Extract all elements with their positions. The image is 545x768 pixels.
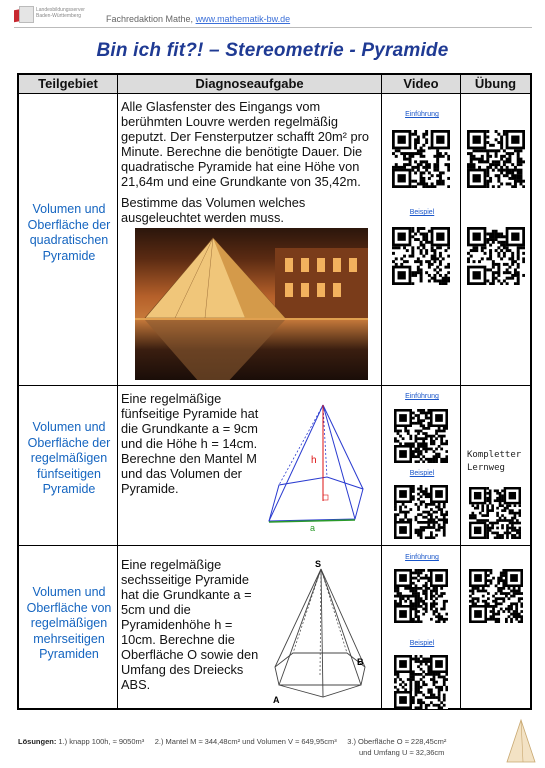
col-divider — [381, 75, 382, 708]
page-header — [14, 6, 534, 28]
solution-3a: 3.) Oberfläche O ≈ 228,45cm² — [347, 737, 447, 746]
row2-video-link-intro[interactable]: Einführung — [405, 393, 439, 400]
row1-exercise-qr-code[interactable] — [467, 130, 525, 188]
col-divider — [117, 75, 118, 708]
row1-task — [121, 99, 379, 225]
row1-topic: Volumen und Oberfläche der quadratischen Pyramide — [27, 202, 111, 263]
col-header-task: Diagnoseaufgabe — [118, 75, 381, 93]
col-header-topic: Teilgebiet — [19, 75, 117, 93]
diagnosis-table — [17, 73, 532, 710]
row3-task: Eine regelmäßige sechsseitige Pyramide hat die Grundkante a = 5cm und die Pyramidenhöhe h = 10cm. Berechne die Oberfläche O sowie den Umfang des Dreiecks ABS. — [121, 557, 259, 692]
row2-exercise-qr-code[interactable] — [469, 487, 521, 539]
row1-task-text: Alle Glasfenster des Eingangs vom berühmten Louvre werden regelmäßig geputzt. Der Fensterputzer schafft 20m² pro Minute. Berechne die benötigte Dauer. Die quadratische Pyramide hat eine Höhe von 21,64m und eine Grundkante von 35,42m. — [121, 99, 369, 189]
row3-video-link-example[interactable]: Beispiel — [409, 640, 435, 647]
hexagonal-pyramid-diagram — [265, 557, 379, 707]
row1-video-example-qr-code[interactable] — [392, 227, 450, 285]
row3-exercise-qr-code[interactable] — [469, 569, 523, 623]
exercise-note: Kompletter Lernweg — [467, 450, 522, 473]
solution-2: 2.) Mantel M ≈ 344,48cm² und Volumen V ≈ 649,95cm³ — [154, 737, 337, 746]
website-link[interactable]: www.mathematik-bw.de — [195, 14, 291, 24]
landesbildungsserver-logo-icon — [14, 6, 34, 24]
diagram-label-h: h — [311, 455, 317, 466]
diagram-label-a: A — [273, 695, 280, 705]
solutions-label: Lösungen: — [18, 737, 57, 746]
department-line — [106, 14, 290, 24]
row2-video-link-example[interactable]: Beispiel — [409, 470, 435, 477]
row3-video-link-intro[interactable]: Einführung — [405, 554, 439, 561]
row-divider — [19, 545, 530, 546]
row2-topic: Volumen und Oberfläche der regelmäßigen fünfseitigen Pyramide — [27, 420, 111, 496]
row1-video-intro-qr-code[interactable] — [392, 130, 450, 188]
col-header-exercise: Übung — [461, 75, 530, 93]
row2-task: Eine regelmäßige fünfseitige Pyramide hat die Grundkante a = 9cm und die Höhe h = 14cm. Berechne den Mantel M und das Volumen der Pyramide. — [121, 391, 259, 496]
page-title: Bin ich fit?! – Stereometrie - Pyramide — [96, 40, 449, 61]
col-header-video: Video — [382, 75, 460, 93]
row1-video-link-intro[interactable]: Einführung — [405, 111, 439, 118]
row3-video-intro-qr-code[interactable] — [394, 569, 448, 623]
row-divider — [19, 93, 530, 94]
department-name: Fachredaktion Mathe, — [106, 14, 194, 24]
logo-text: Landesbildungsserver Baden-Württemberg — [36, 7, 85, 19]
louvre-pyramid-photo — [135, 228, 368, 380]
pyramid-thumbnail-icon — [505, 718, 537, 766]
diagram-label-s: S — [315, 559, 322, 569]
row3-video-example-qr-code[interactable] — [394, 655, 448, 709]
row2-video-example-qr-code[interactable] — [394, 485, 448, 539]
col-divider — [460, 75, 461, 708]
row3-topic: Volumen und Oberfläche von regelmäßigen mehrseitigen Pyramiden — [26, 585, 112, 661]
pentagonal-pyramid-diagram — [267, 393, 379, 533]
diagram-label-a: a — [310, 523, 316, 533]
solution-1: 1.) knapp 100h, ≈ 9050m³ — [58, 737, 145, 746]
row2-video-intro-qr-code[interactable] — [394, 409, 448, 463]
diagram-label-b: B — [357, 657, 364, 667]
header-divider — [14, 27, 532, 28]
row1-task-question: Bestimme das Volumen welches ausgeleuchtet werden muss. — [121, 195, 306, 225]
row-divider — [19, 385, 530, 386]
solutions-footer — [18, 736, 446, 758]
row1-exercise2-qr-code[interactable] — [467, 227, 525, 285]
solution-3b: und Umfang U ≈ 32,36cm — [359, 748, 445, 757]
row1-video-link-example[interactable]: Beispiel — [409, 209, 435, 216]
